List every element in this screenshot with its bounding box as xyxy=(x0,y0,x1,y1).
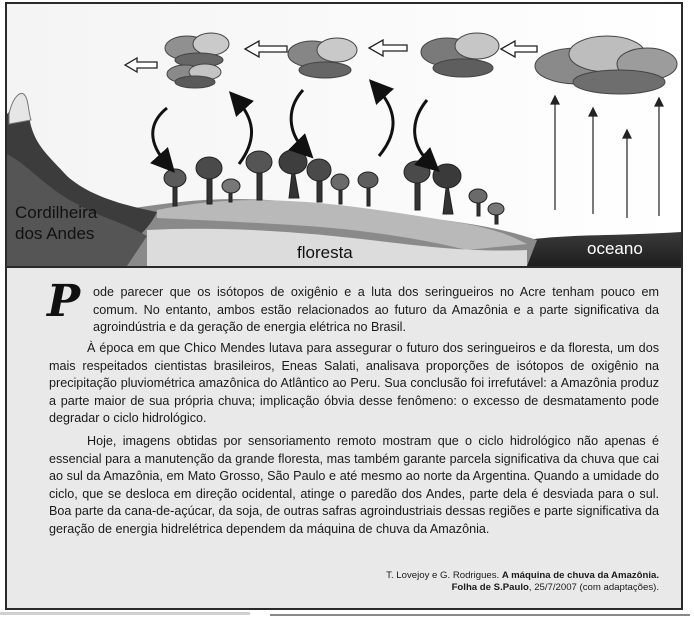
citation-line-2 xyxy=(386,582,659,594)
paragraph-1: ode parecer que os isótopos de oxigênio e a luta dos seringueiros no Acre tenham pouco em comum. No entanto, ambos estão relacionados ao futuro da Amazônia e a parte significativa da agroindústria e da geração de energia elétrica no Brasil. xyxy=(93,285,659,334)
citation-line-1 xyxy=(386,570,659,582)
label-oceano: oceano xyxy=(587,239,643,258)
citation xyxy=(386,570,659,594)
citation-title: A máquina de chuva da Amazônia. xyxy=(501,570,659,581)
cropped-next-line xyxy=(0,612,694,618)
label-cordilheira-line1: Cordilheira xyxy=(15,203,98,222)
paragraph-3: Hoje, imagens obtidas por sensoriamento remoto mostram que o ciclo hidrológico não apenas é essencial para a manutenção da grande floresta, mas também garante parcela significativa da chuva que cai ao sul da Amazônia, em Mato Grosso, São Paulo e até mesmo ao norte da Argentina. Quando a umidade do ciclo, que se desloca em direção ocidental, atinge o paredão dos Andes, parte dela é desviada para o sul. Boa parte da cana-de-açúcar, da soja, de outras safras agroindustriais dessas regiões e parte significativa da geração de energia hidrelétrica dependem da máquina de chuva da Amazônia. xyxy=(49,434,659,536)
citation-details: , 25/7/2007 (com adaptações). xyxy=(528,582,659,593)
label-cordilheira-line2: dos Andes xyxy=(15,224,95,243)
citation-authors: T. Lovejoy e G. Rodrigues. xyxy=(386,570,500,581)
label-floresta: floresta xyxy=(297,243,353,262)
figure-frame xyxy=(5,2,683,610)
article-text-box xyxy=(7,268,681,608)
paragraph-2: À época em que Chico Mendes lutava para assegurar o futuro dos seringueiros e da floresta, um dos mais respeitados cientistas brasileiros, Eneas Salati, analisava proporções de isótopos de oxigênio na precipitação pluviométrica amazônica do Atlântico ao Peru. Sua conclusão foi irrefutável: a Amazônia produz a parte maior de sua própria chuva; implicação óbvia desse fenômeno: o excesso de desmatamento pode degradar o ciclo hidrológico. xyxy=(49,341,659,425)
citation-source: Folha de S.Paulo xyxy=(451,582,529,593)
drop-cap: P xyxy=(47,276,81,327)
water-cycle-illustration xyxy=(7,4,681,266)
